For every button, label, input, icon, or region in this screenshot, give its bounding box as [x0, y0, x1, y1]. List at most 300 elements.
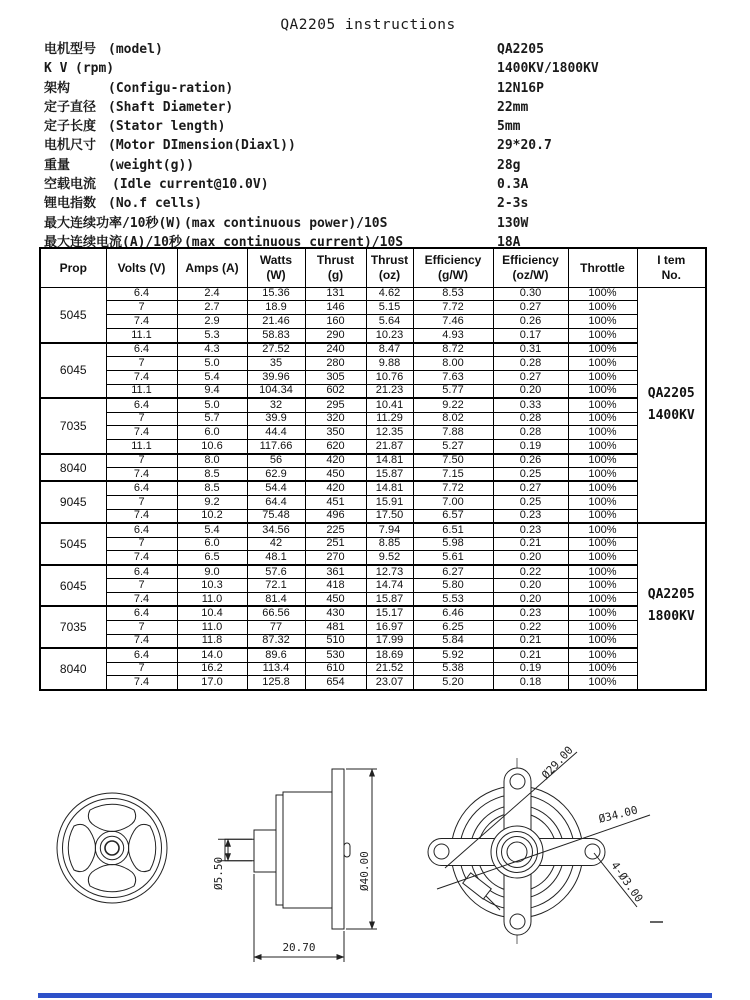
- spec-value: 130W: [497, 215, 529, 231]
- column-header: Efficiency (g/W): [413, 248, 493, 287]
- column-header: Thrust (g): [305, 248, 366, 287]
- value-cell: 100%: [568, 537, 637, 551]
- value-cell: 0.30: [493, 287, 568, 301]
- value-cell: 5.80: [413, 579, 493, 593]
- value-cell: 5.15: [366, 301, 413, 315]
- value-cell: 496: [305, 509, 366, 523]
- value-cell: 7.15: [413, 468, 493, 482]
- dim-label-mount-holes: 4-Ø3.00: [608, 859, 646, 905]
- rear-shaft-nub: [344, 843, 350, 857]
- value-cell: 12.35: [366, 426, 413, 440]
- value-cell: 16.2: [177, 662, 247, 676]
- value-cell: 7.4: [106, 676, 177, 690]
- value-cell: 9.22: [413, 398, 493, 412]
- value-cell: 320: [305, 412, 366, 426]
- value-cell: 5.20: [413, 676, 493, 690]
- spec-label-cn: 最大连续电流(A)/10秒: [44, 234, 182, 250]
- value-cell: 100%: [568, 509, 637, 523]
- column-header: Prop: [40, 248, 106, 287]
- value-cell: 100%: [568, 662, 637, 676]
- table-row: [40, 676, 706, 690]
- value-cell: 100%: [568, 426, 637, 440]
- value-cell: 5.3: [177, 329, 247, 343]
- value-cell: 270: [305, 551, 366, 565]
- value-cell: 10.4: [177, 606, 247, 620]
- value-cell: 6.4: [106, 481, 177, 495]
- value-cell: 7: [106, 454, 177, 468]
- value-cell: 6.5: [177, 551, 247, 565]
- value-cell: 7: [106, 620, 177, 634]
- value-cell: 48.1: [247, 551, 305, 565]
- value-cell: 100%: [568, 329, 637, 343]
- value-cell: 100%: [568, 495, 637, 509]
- value-cell: 21.52: [366, 662, 413, 676]
- column-header: Amps (A): [177, 248, 247, 287]
- value-cell: 15.87: [366, 468, 413, 482]
- value-cell: 10.76: [366, 370, 413, 384]
- value-cell: 8.47: [366, 343, 413, 357]
- dim-label-outer-dia: Ø40.00: [358, 851, 371, 891]
- value-cell: 450: [305, 593, 366, 607]
- table-row: [40, 634, 706, 648]
- spec-row: [44, 136, 720, 155]
- front-rim-circle: [63, 799, 162, 898]
- value-cell: 8.5: [177, 481, 247, 495]
- value-cell: 430: [305, 606, 366, 620]
- value-cell: 530: [305, 648, 366, 662]
- value-cell: 66.56: [247, 606, 305, 620]
- technical-drawings: [0, 730, 750, 1000]
- value-cell: 0.20: [493, 579, 568, 593]
- value-cell: 0.27: [493, 481, 568, 495]
- value-cell: 305: [305, 370, 366, 384]
- performance-table: [39, 247, 707, 691]
- value-cell: 11.29: [366, 412, 413, 426]
- table-row: [40, 537, 706, 551]
- value-cell: 420: [305, 481, 366, 495]
- value-cell: 0.18: [493, 676, 568, 690]
- value-cell: 5.38: [413, 662, 493, 676]
- value-cell: 2.4: [177, 287, 247, 301]
- column-header: Thrust (oz): [366, 248, 413, 287]
- value-cell: 7.4: [106, 551, 177, 565]
- value-cell: 100%: [568, 370, 637, 384]
- value-cell: 7.63: [413, 370, 493, 384]
- spec-row: [44, 214, 720, 233]
- value-cell: 6.46: [413, 606, 493, 620]
- value-cell: 5.64: [366, 315, 413, 329]
- value-cell: 6.25: [413, 620, 493, 634]
- value-cell: 17.99: [366, 634, 413, 648]
- value-cell: 100%: [568, 481, 637, 495]
- value-cell: 39.9: [247, 412, 305, 426]
- value-cell: 100%: [568, 620, 637, 634]
- value-cell: 7.72: [413, 481, 493, 495]
- spec-value: 1400KV/1800KV: [497, 61, 599, 77]
- value-cell: 7.72: [413, 301, 493, 315]
- value-cell: 100%: [568, 551, 637, 565]
- table-header-row: [40, 248, 706, 287]
- spec-value: 0.3A: [497, 177, 529, 193]
- value-cell: 0.25: [493, 495, 568, 509]
- table-row: [40, 551, 706, 565]
- value-cell: 131: [305, 287, 366, 301]
- value-cell: 0.33: [493, 398, 568, 412]
- value-cell: 10.6: [177, 440, 247, 454]
- item-no-cell: QA2205 1800KV: [637, 523, 706, 690]
- spec-label-cn: 电机型号: [44, 42, 97, 57]
- value-cell: 11.0: [177, 620, 247, 634]
- table-row: [40, 329, 706, 343]
- value-cell: 450: [305, 468, 366, 482]
- value-cell: 14.74: [366, 579, 413, 593]
- value-cell: 23.07: [366, 676, 413, 690]
- value-cell: 6.0: [177, 426, 247, 440]
- bell-cutout: [129, 824, 156, 871]
- value-cell: 0.25: [493, 468, 568, 482]
- value-cell: 0.26: [493, 454, 568, 468]
- value-cell: 11.0: [177, 593, 247, 607]
- value-cell: 17.50: [366, 509, 413, 523]
- spec-label-cn: 定子直径: [44, 99, 97, 115]
- value-cell: 0.28: [493, 356, 568, 370]
- table-row: [40, 523, 706, 537]
- value-cell: 295: [305, 398, 366, 412]
- table-row: [40, 426, 706, 440]
- value-cell: 6.0: [177, 537, 247, 551]
- value-cell: 0.31: [493, 343, 568, 357]
- table-row: [40, 384, 706, 398]
- value-cell: 15.91: [366, 495, 413, 509]
- table-row: [40, 370, 706, 384]
- spec-row: [44, 117, 720, 136]
- value-cell: 14.81: [366, 481, 413, 495]
- value-cell: 0.20: [493, 551, 568, 565]
- value-cell: 14.81: [366, 454, 413, 468]
- prop-cell: 6045: [40, 343, 106, 399]
- prop-cell: 6045: [40, 565, 106, 607]
- value-cell: 0.20: [493, 593, 568, 607]
- value-cell: 7: [106, 537, 177, 551]
- table-row: [40, 398, 706, 412]
- spec-label-en: (Idle current@10.0V): [112, 177, 269, 193]
- value-cell: 0.28: [493, 426, 568, 440]
- spec-row: [44, 79, 720, 98]
- value-cell: 5.92: [413, 648, 493, 662]
- value-cell: 610: [305, 662, 366, 676]
- value-cell: 21.46: [247, 315, 305, 329]
- value-cell: 251: [305, 537, 366, 551]
- value-cell: 7.4: [106, 426, 177, 440]
- spec-row: [44, 156, 720, 175]
- value-cell: 0.27: [493, 301, 568, 315]
- value-cell: 7: [106, 412, 177, 426]
- spec-label-en: (Motor DImension(Diaxl)): [108, 138, 296, 154]
- value-cell: 14.0: [177, 648, 247, 662]
- spec-value: 29*20.7: [497, 138, 552, 154]
- value-cell: 100%: [568, 398, 637, 412]
- table-row: [40, 481, 706, 495]
- column-header: I tem No.: [637, 248, 706, 287]
- value-cell: 32: [247, 398, 305, 412]
- side-view-drawing: [212, 769, 377, 962]
- value-cell: 5.53: [413, 593, 493, 607]
- item-no-cell: QA2205 1400KV: [637, 287, 706, 523]
- value-cell: 89.6: [247, 648, 305, 662]
- value-cell: 10.3: [177, 579, 247, 593]
- value-cell: 21.23: [366, 384, 413, 398]
- value-cell: 9.4: [177, 384, 247, 398]
- value-cell: 8.85: [366, 537, 413, 551]
- value-cell: 7.4: [106, 315, 177, 329]
- value-cell: 77: [247, 620, 305, 634]
- table-row: [40, 662, 706, 676]
- value-cell: 451: [305, 495, 366, 509]
- value-cell: 100%: [568, 440, 637, 454]
- value-cell: 240: [305, 343, 366, 357]
- bell-face-profile: [276, 795, 283, 905]
- value-cell: 35: [247, 356, 305, 370]
- value-cell: 5.7: [177, 412, 247, 426]
- value-cell: 361: [305, 565, 366, 579]
- spec-label-en: (Configu-ration): [108, 80, 234, 96]
- table-row: [40, 356, 706, 370]
- table-row: [40, 287, 706, 301]
- spec-value: 5mm: [497, 119, 521, 135]
- column-header: Watts (W): [247, 248, 305, 287]
- value-cell: 100%: [568, 384, 637, 398]
- shaft-hole-circle: [105, 841, 119, 855]
- spec-label-en: (max continuous power)/10S: [183, 215, 388, 231]
- value-cell: 7.94: [366, 523, 413, 537]
- value-cell: 5.27: [413, 440, 493, 454]
- prop-cell: 7035: [40, 606, 106, 648]
- value-cell: 4.62: [366, 287, 413, 301]
- value-cell: 7.00: [413, 495, 493, 509]
- column-header: Throttle: [568, 248, 637, 287]
- page-title: QA2205 instructions: [280, 17, 456, 33]
- spec-value: 2-3s: [497, 196, 529, 212]
- value-cell: 64.4: [247, 495, 305, 509]
- dim-label-bell-dia: Ø29.00: [539, 743, 576, 782]
- value-cell: 104.34: [247, 384, 305, 398]
- spec-value: 22mm: [497, 99, 529, 115]
- value-cell: 6.4: [106, 398, 177, 412]
- value-cell: 100%: [568, 606, 637, 620]
- value-cell: 125.8: [247, 676, 305, 690]
- column-header: Efficiency (oz/W): [493, 248, 568, 287]
- spec-row: [44, 40, 720, 59]
- table-row: [40, 509, 706, 523]
- spec-label-en: (Shaft Diameter): [108, 99, 234, 115]
- value-cell: 72.1: [247, 579, 305, 593]
- value-cell: 12.73: [366, 565, 413, 579]
- value-cell: 100%: [568, 648, 637, 662]
- dim-label-length: 20.70: [282, 941, 316, 954]
- value-cell: 8.02: [413, 412, 493, 426]
- value-cell: 0.17: [493, 329, 568, 343]
- table-row: [40, 593, 706, 607]
- dim-label-mount-circle: Ø34.00: [597, 803, 640, 826]
- value-cell: 2.9: [177, 315, 247, 329]
- table-row: [40, 648, 706, 662]
- value-cell: 100%: [568, 468, 637, 482]
- spec-value: QA2205: [497, 42, 544, 57]
- value-cell: 100%: [568, 356, 637, 370]
- value-cell: 4.93: [413, 329, 493, 343]
- table-row: [40, 468, 706, 482]
- value-cell: 7.50: [413, 454, 493, 468]
- value-cell: 0.28: [493, 412, 568, 426]
- value-cell: 44.4: [247, 426, 305, 440]
- table-row: [40, 579, 706, 593]
- value-cell: 39.96: [247, 370, 305, 384]
- table-row: [40, 301, 706, 315]
- value-cell: 15.17: [366, 606, 413, 620]
- value-cell: 15.87: [366, 593, 413, 607]
- prop-cell: 5045: [40, 523, 106, 565]
- value-cell: 21.87: [366, 440, 413, 454]
- motor-body-profile: [283, 792, 332, 908]
- value-cell: 5.4: [177, 523, 247, 537]
- spec-value: 28g: [497, 157, 521, 173]
- value-cell: 6.4: [106, 343, 177, 357]
- value-cell: 10.41: [366, 398, 413, 412]
- value-cell: 15.36: [247, 287, 305, 301]
- value-cell: 0.21: [493, 634, 568, 648]
- value-cell: 56: [247, 454, 305, 468]
- table-row: [40, 620, 706, 634]
- value-cell: 7: [106, 356, 177, 370]
- value-cell: 602: [305, 384, 366, 398]
- prop-cell: 8040: [40, 454, 106, 482]
- spec-label-en: (Stator length): [108, 119, 226, 135]
- spec-value: 12N16P: [497, 80, 544, 96]
- value-cell: 10.23: [366, 329, 413, 343]
- value-cell: 5.98: [413, 537, 493, 551]
- value-cell: 87.32: [247, 634, 305, 648]
- spec-label-cn: 重量: [44, 157, 71, 173]
- value-cell: 0.21: [493, 537, 568, 551]
- value-cell: 481: [305, 620, 366, 634]
- table-row: [40, 315, 706, 329]
- value-cell: 100%: [568, 565, 637, 579]
- prop-cell: 8040: [40, 648, 106, 690]
- value-cell: 5.0: [177, 398, 247, 412]
- value-cell: 350: [305, 426, 366, 440]
- value-cell: 100%: [568, 593, 637, 607]
- mount-flange-profile: [332, 769, 344, 929]
- value-cell: 5.4: [177, 370, 247, 384]
- value-cell: 5.0: [177, 356, 247, 370]
- spec-label-cn: 架构: [44, 80, 71, 96]
- value-cell: 100%: [568, 579, 637, 593]
- spec-label-cn: 电机尺寸: [44, 138, 97, 154]
- bottom-blue-bar: [38, 993, 712, 998]
- spec-label-en: (weight(g)): [108, 157, 195, 173]
- value-cell: 6.57: [413, 509, 493, 523]
- value-cell: 0.22: [493, 565, 568, 579]
- value-cell: 8.5: [177, 468, 247, 482]
- value-cell: 100%: [568, 412, 637, 426]
- front-view-drawing: [57, 793, 167, 903]
- value-cell: 160: [305, 315, 366, 329]
- value-cell: 8.00: [413, 356, 493, 370]
- value-cell: 0.19: [493, 440, 568, 454]
- value-cell: 7: [106, 495, 177, 509]
- prop-cell: 5045: [40, 287, 106, 343]
- value-cell: 5.77: [413, 384, 493, 398]
- value-cell: 100%: [568, 523, 637, 537]
- value-cell: 7: [106, 301, 177, 315]
- value-cell: 7: [106, 662, 177, 676]
- value-cell: 18.69: [366, 648, 413, 662]
- value-cell: 0.23: [493, 606, 568, 620]
- value-cell: 5.84: [413, 634, 493, 648]
- back-hub-circle: [491, 826, 543, 878]
- value-cell: 6.4: [106, 606, 177, 620]
- spec-label-en: (model): [108, 42, 163, 57]
- spec-label-cn: 最大连续功率/10秒(W): [44, 215, 182, 231]
- value-cell: 8.72: [413, 343, 493, 357]
- value-cell: 7.4: [106, 634, 177, 648]
- value-cell: 11.1: [106, 329, 177, 343]
- value-cell: 100%: [568, 676, 637, 690]
- value-cell: 113.4: [247, 662, 305, 676]
- value-cell: 9.0: [177, 565, 247, 579]
- value-cell: 16.97: [366, 620, 413, 634]
- value-cell: 11.1: [106, 440, 177, 454]
- value-cell: 58.83: [247, 329, 305, 343]
- value-cell: 290: [305, 329, 366, 343]
- shaft-profile: [225, 839, 254, 860]
- back-view-drawing: [428, 744, 663, 944]
- value-cell: 0.21: [493, 648, 568, 662]
- value-cell: 100%: [568, 301, 637, 315]
- value-cell: 18.9: [247, 301, 305, 315]
- value-cell: 280: [305, 356, 366, 370]
- value-cell: 6.51: [413, 523, 493, 537]
- spec-label-en: (rpm): [75, 61, 115, 77]
- value-cell: 100%: [568, 454, 637, 468]
- spec-label-cn: 定子长度: [44, 119, 97, 135]
- spec-label-cn: 空载电流: [44, 177, 97, 193]
- value-cell: 100%: [568, 634, 637, 648]
- bell-cutout: [68, 824, 95, 871]
- prop-cell: 9045: [40, 481, 106, 523]
- column-header: Volts (V): [106, 248, 177, 287]
- value-cell: 8.53: [413, 287, 493, 301]
- value-cell: 7: [106, 579, 177, 593]
- value-cell: 0.22: [493, 620, 568, 634]
- hub-mid-circle: [100, 836, 123, 859]
- value-cell: 9.2: [177, 495, 247, 509]
- spec-label-cn: 锂电指数: [44, 196, 97, 212]
- prop-cell: 7035: [40, 398, 106, 454]
- value-cell: 6.4: [106, 523, 177, 537]
- value-cell: 57.6: [247, 565, 305, 579]
- dim-label-shaft-dia: Ø5.50: [212, 856, 225, 890]
- value-cell: 100%: [568, 287, 637, 301]
- value-cell: 0.23: [493, 509, 568, 523]
- value-cell: 6.4: [106, 565, 177, 579]
- bell-cutout: [88, 804, 135, 831]
- value-cell: 5.61: [413, 551, 493, 565]
- value-cell: 17.0: [177, 676, 247, 690]
- value-cell: 2.7: [177, 301, 247, 315]
- spec-row: [44, 98, 720, 117]
- spec-label-en: (max continuous current)/10S: [183, 234, 404, 250]
